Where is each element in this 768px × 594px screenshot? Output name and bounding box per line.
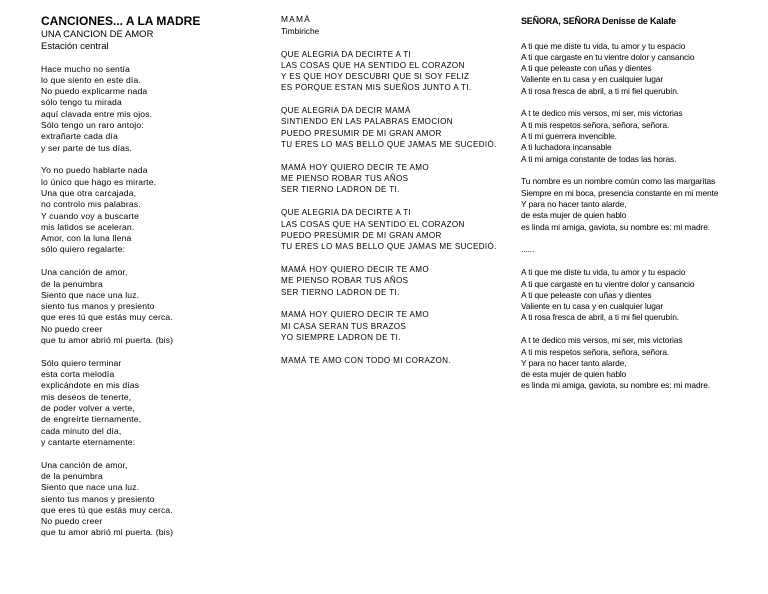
- lyric-line: lo que siento en este día.: [41, 74, 141, 85]
- lyric-line: de engreírte tiernamente,: [41, 414, 142, 425]
- lyric-line: esta corta melodía: [41, 369, 115, 380]
- lyric-line: Hace mucho no sentía: [41, 63, 130, 74]
- lyric-line: de la penumbra: [41, 278, 103, 289]
- lyric-line: que tu amor abrió mi puerta. (bis): [41, 527, 174, 538]
- lyric-line: que eres tú que estás muy cerca.: [41, 312, 173, 323]
- song-artist: Estación central: [41, 40, 109, 52]
- lyric-line: A ti que me diste tu vida, tu amor y tu espacio: [521, 40, 686, 51]
- lyric-line: es linda mi amiga, gaviota, su nombre es: mi madre.: [521, 221, 711, 232]
- lyrics: [41, 64, 261, 539]
- lyric-line: mis deseos de tenerte,: [41, 391, 132, 402]
- stanza: [521, 41, 761, 97]
- stanza: [281, 105, 511, 150]
- lyric-line: ME PIENSO ROBAR TUS AÑOS: [281, 174, 409, 184]
- lyric-line: MAMÁ HOY QUIERO DECIR TE AMO: [281, 162, 430, 172]
- lyric-line: A ti mis respetos señora, señora, señora.: [521, 346, 670, 357]
- lyric-line: Una canción de amor,: [41, 459, 128, 470]
- lyric-line: Y ES QUE HOY DESCUBRI QUE SI SOY FELIZ: [281, 72, 470, 82]
- lyric-line: Valiente en tu casa y en cualquier lugar: [521, 74, 664, 85]
- stanza: [281, 264, 511, 298]
- lyric-line: A ti rosa fresca de abril, a ti mi fiel querubín.: [521, 85, 680, 96]
- lyric-line: A ti que cargaste en tu vientre dolor y cansancio: [521, 51, 695, 62]
- lyric-line: No puedo creer: [41, 323, 103, 334]
- lyric-line: cada minuto del día,: [41, 425, 122, 436]
- lyric-line: Una que otra carcajada,: [41, 187, 137, 198]
- song-column-cancion-de-amor: [41, 14, 261, 539]
- lyric-line: aquí clavada entre mis ojos.: [41, 108, 153, 119]
- lyric-line: de esta mujer de quien hablo: [521, 369, 627, 380]
- stanza: [521, 108, 761, 164]
- lyric-line: Siento que nace una luz.: [41, 289, 140, 300]
- lyric-line: Y cuando voy a buscarte: [41, 210, 139, 221]
- stanza: [281, 49, 511, 94]
- lyric-line: A ti mi guerrera invencible.: [521, 131, 617, 142]
- lyric-line: QUE ALEGRIA DA DECIRTE A TI: [281, 49, 412, 59]
- lyric-line: TU ERES LO MAS BELLO QUE JAMAS ME SUCEDIÓ.: [281, 140, 497, 150]
- lyric-line: A t te dedico mis versos, mi ser, mis victorias: [521, 335, 683, 346]
- lyric-line: MAMÁ TE AMO CON TODO MI CORAZON.: [281, 355, 451, 365]
- lyric-line: de esta mujer de quien hablo: [521, 210, 627, 221]
- lyric-line: siento tus manos y presiento: [41, 301, 155, 312]
- lyric-line: Amor, con la luna llena: [41, 233, 132, 244]
- stanza: [521, 335, 761, 391]
- stanza: [281, 309, 511, 343]
- lyric-line: SER TIERNO LADRON DE TI.: [281, 185, 400, 195]
- lyric-line: extrañarte cada día: [41, 131, 118, 142]
- lyric-line: Sólo tengo un raro antojo:: [41, 119, 144, 130]
- lyric-line: Yo no puedo hablarte nada: [41, 165, 148, 176]
- stanza: [521, 176, 761, 232]
- lyric-line: y ser parte de tus días.: [41, 142, 133, 153]
- lyric-line: MAMÁ HOY QUIERO DECIR TE AMO: [281, 310, 430, 320]
- lyric-line: ME PIENSO ROBAR TUS AÑOS: [281, 276, 409, 286]
- song-column-senora: [521, 14, 761, 392]
- lyric-line: SER TIERNO LADRON DE TI.: [281, 287, 400, 297]
- stanza: [281, 162, 511, 196]
- song-title: UNA CANCION DE AMOR: [41, 29, 154, 40]
- lyric-line: que eres tú que estás muy cerca.: [41, 504, 173, 515]
- lyric-line: Y para no hacer tanto alarde,: [521, 357, 627, 368]
- lyric-line: No puedo explicarme nada: [41, 86, 148, 97]
- lyric-line: Sólo quiero terminar: [41, 357, 122, 368]
- lyric-line: lo único que hago es mirarte.: [41, 176, 157, 187]
- lyric-line: A ti que peleaste con uñas y dientes: [521, 63, 652, 74]
- lyric-line: siento tus manos y presiento: [41, 493, 155, 504]
- lyric-line: ......: [521, 244, 535, 255]
- lyric-line: sólo tengo tu mirada: [41, 97, 122, 108]
- stanza: [41, 64, 261, 154]
- song-artist: Timbiriche: [281, 25, 320, 36]
- lyric-line: A ti mis respetos señora, señora, señora.: [521, 119, 670, 130]
- lyric-line: explicándote en mis días: [41, 380, 140, 391]
- lyric-line: PUEDO PRESUMIR DE MI GRAN AMOR: [281, 230, 442, 240]
- lyric-line: Siento que nace una luz.: [41, 482, 140, 493]
- lyric-line: TU ERES LO MAS BELLO QUE JAMAS ME SUCEDIÓ.: [281, 242, 497, 252]
- lyric-line: sólo quiero regalarte:: [41, 244, 126, 255]
- lyric-line: LAS COSAS QUE HA SENTIDO EL CORAZON: [281, 219, 465, 229]
- lyric-line: SINTIENDO EN LAS PALABRAS EMOCION: [281, 117, 453, 127]
- lyric-line: LAS COSAS QUE HA SENTIDO EL CORAZON: [281, 60, 465, 70]
- lyric-line: A ti mi amiga constante de todas las horas.: [521, 153, 677, 164]
- lyric-line: MAMÁ HOY QUIERO DECIR TE AMO: [281, 264, 430, 274]
- lyrics: [521, 41, 761, 392]
- lyric-line: que tu amor abrió mi puerta. (bis): [41, 335, 174, 346]
- lyric-line: No puedo creer: [41, 516, 103, 527]
- stanza: [41, 267, 261, 346]
- document-title: CANCIONES... A LA MADRE: [41, 14, 201, 28]
- song-title: SEÑORA, SEÑORA Denisse de Kalafe: [521, 16, 676, 26]
- lyric-line: de la penumbra: [41, 471, 103, 481]
- lyrics: [281, 49, 511, 367]
- lyric-line: A t te dedico mis versos, mi ser, mis victorias: [521, 108, 683, 119]
- stanza: [41, 460, 261, 539]
- stanza: [281, 207, 511, 252]
- lyric-line: de poder volver a verte,: [41, 403, 135, 414]
- lyric-line: A ti rosa fresca de abril, a ti mi fiel querubín.: [521, 312, 680, 323]
- lyric-line: Y para no hacer tanto alarde,: [521, 199, 627, 210]
- lyric-line: QUE ALEGRIA DA DECIR MAMÁ: [281, 106, 411, 116]
- lyric-line: Valiente en tu casa y en cualquier lugar: [521, 301, 664, 312]
- lyric-line: es linda mi amiga, gaviota, su nombre es: mi madre.: [521, 380, 711, 391]
- song-column-mama: [281, 14, 511, 366]
- lyric-line: Siempre en mi boca, presencia constante en mi mente: [521, 187, 719, 198]
- stanza: [521, 267, 761, 323]
- stanza: [281, 355, 511, 366]
- stanza: [41, 358, 261, 448]
- lyric-line: y cantarte eternamente:: [41, 436, 136, 447]
- lyric-line: A ti luchadora incansable: [521, 142, 612, 153]
- lyric-line: A ti que peleaste con uñas y dientes: [521, 289, 652, 300]
- lyric-line: no controlo mis palabras.: [41, 199, 141, 210]
- song-title: MAMÁ: [281, 14, 311, 24]
- stanza: [521, 244, 761, 255]
- stanza: [41, 165, 261, 255]
- lyric-line: A ti que me diste tu vida, tu amor y tu espacio: [521, 267, 686, 278]
- lyric-line: Tu nombre es un nombre común como las margaritas: [521, 176, 716, 187]
- lyric-line: ES PORQUE ESTAN MIS SUEÑOS JUNTO A TI.: [281, 83, 472, 93]
- lyric-line: MI CASA SERAN TUS BRAZOS: [281, 321, 407, 331]
- lyric-line: mis latidos se aceleran.: [41, 221, 135, 232]
- lyric-line: A ti que cargaste en tu vientre dolor y cansancio: [521, 278, 695, 289]
- lyric-line: Una canción de amor,: [41, 267, 128, 278]
- lyric-line: YO SIEMPRE LADRON DE TI.: [281, 332, 401, 342]
- lyric-line: QUE ALEGRIA DA DECIRTE A TI: [281, 208, 412, 218]
- lyric-line: PUEDO PRESUMIR DE MI GRAN AMOR: [281, 128, 442, 138]
